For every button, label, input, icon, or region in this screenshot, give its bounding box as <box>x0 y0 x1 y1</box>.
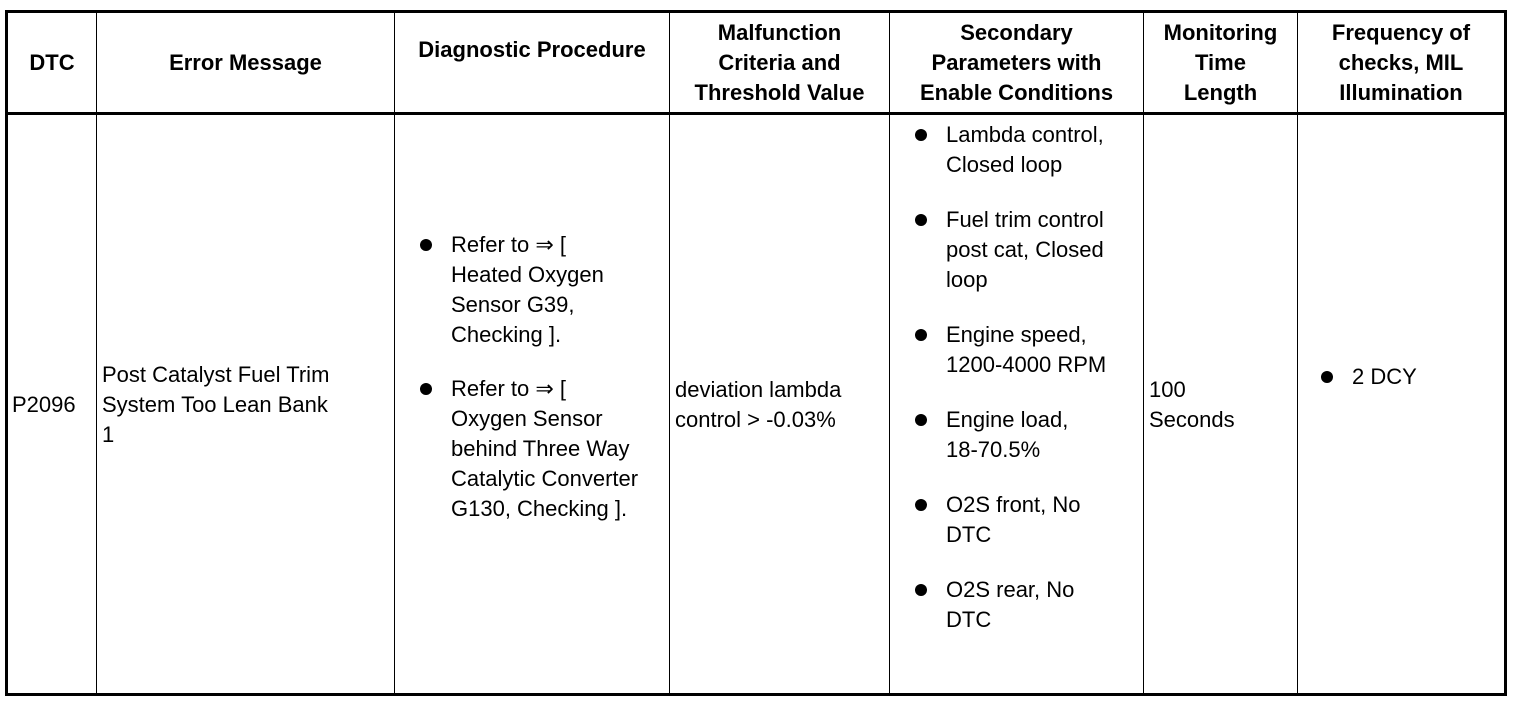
parameter-item: Engine speed, 1200-4000 RPM <box>911 320 1141 380</box>
header-malfunction-criteria: Malfunction Criteria and Threshold Value <box>694 19 865 105</box>
parameter-item: O2S rear, No DTC <box>911 575 1141 635</box>
procedure-item: Refer to ⇒ [ Heated Oxygen Sensor G39, Checking ]. <box>416 230 668 350</box>
parameter-item: Engine load, 18-70.5% <box>911 405 1141 465</box>
header-diagnostic-procedure: Diagnostic Procedure <box>418 37 646 62</box>
frequency-item: 2 DCY <box>1317 362 1502 392</box>
cell-diagnostic-procedure <box>416 230 668 524</box>
header-dtc: DTC <box>29 49 75 75</box>
header-divider <box>5 112 1507 115</box>
procedure-item: Refer to ⇒ [ Oxygen Sensor behind Three Way Catalytic Converter G130, Checking ]. <box>416 374 668 524</box>
parameter-item: O2S front, No DTC <box>911 490 1141 550</box>
header-error-message: Error Message <box>169 49 322 75</box>
cell-error-message: Post Catalyst Fuel Trim System Too Lean Bank 1 <box>102 362 330 447</box>
cell-secondary-parameters <box>911 120 1141 635</box>
cell-malfunction-criteria: deviation lambda control > -0.03% <box>675 377 842 432</box>
parameter-item: Fuel trim control post cat, Closed loop <box>911 205 1141 295</box>
cell-frequency <box>1317 362 1502 392</box>
parameter-item: Lambda control, Closed loop <box>911 120 1141 180</box>
cell-dtc: P2096 <box>12 392 76 417</box>
header-monitoring-time: Monitoring Time Length <box>1163 19 1278 105</box>
cell-monitoring-time: 100 Seconds <box>1149 377 1235 432</box>
header-secondary-parameters: Secondary Parameters with Enable Conditions <box>919 19 1114 105</box>
header-frequency: Frequency of checks, MIL Illumination <box>1331 19 1471 105</box>
